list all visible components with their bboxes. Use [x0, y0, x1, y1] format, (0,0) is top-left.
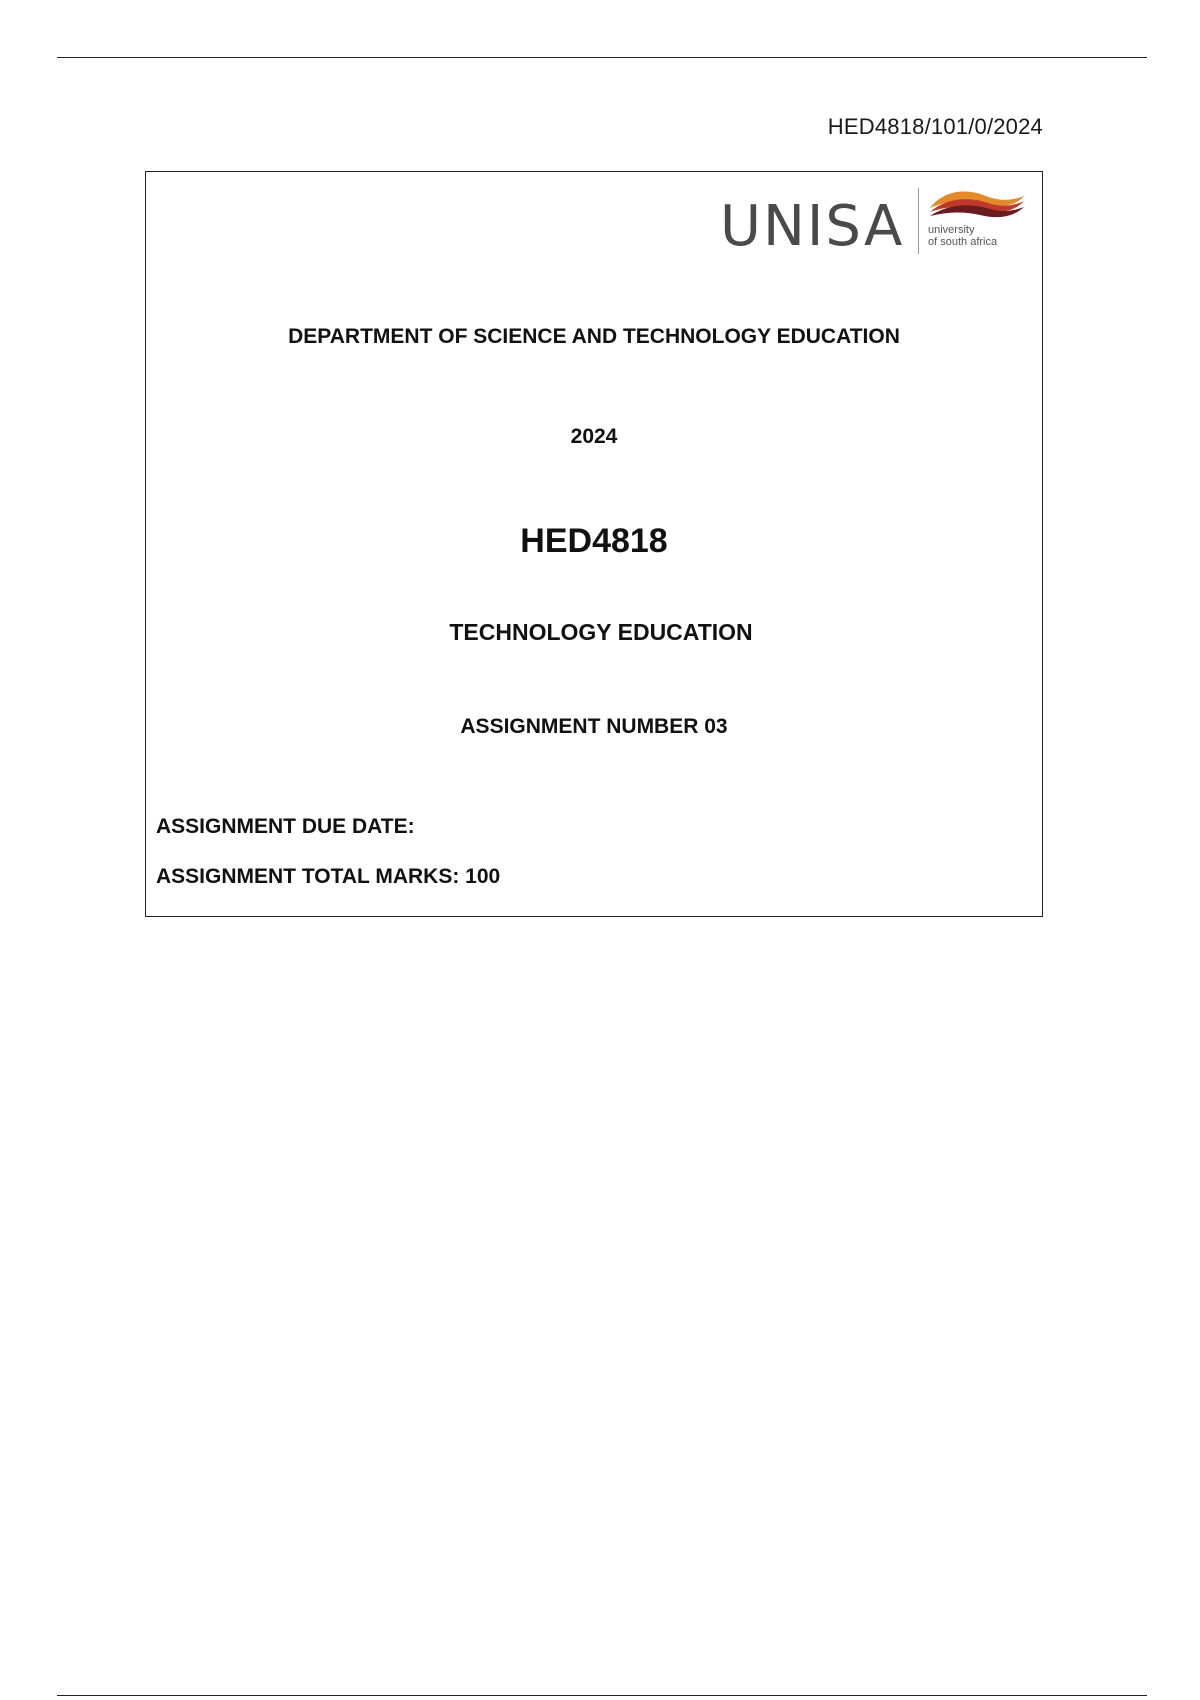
flag-icon: [926, 186, 1026, 226]
logo-tagline-line2: of south africa: [928, 236, 998, 248]
top-rule: [57, 57, 1147, 58]
department-heading: DEPARTMENT OF SCIENCE AND TECHNOLOGY EDUCATION: [288, 325, 900, 348]
module-code: HED4818: [520, 522, 668, 560]
unisa-logo: [720, 186, 1030, 266]
bottom-rule: [57, 1695, 1147, 1696]
cover-box: [145, 171, 1043, 917]
logo-divider: [918, 188, 919, 254]
logo-tagline: [928, 224, 997, 248]
module-name: TECHNOLOGY EDUCATION: [449, 619, 753, 645]
logo-wordmark: UNISA: [720, 194, 905, 259]
document-reference: HED4818/101/0/2024: [827, 114, 1043, 139]
due-date-label: ASSIGNMENT DUE DATE:: [156, 815, 415, 838]
logo-tagline-line1: university: [928, 224, 975, 236]
year: 2024: [570, 425, 618, 448]
assignment-number: ASSIGNMENT NUMBER 03: [460, 715, 728, 738]
total-marks-label: ASSIGNMENT TOTAL MARKS: 100: [156, 865, 501, 888]
